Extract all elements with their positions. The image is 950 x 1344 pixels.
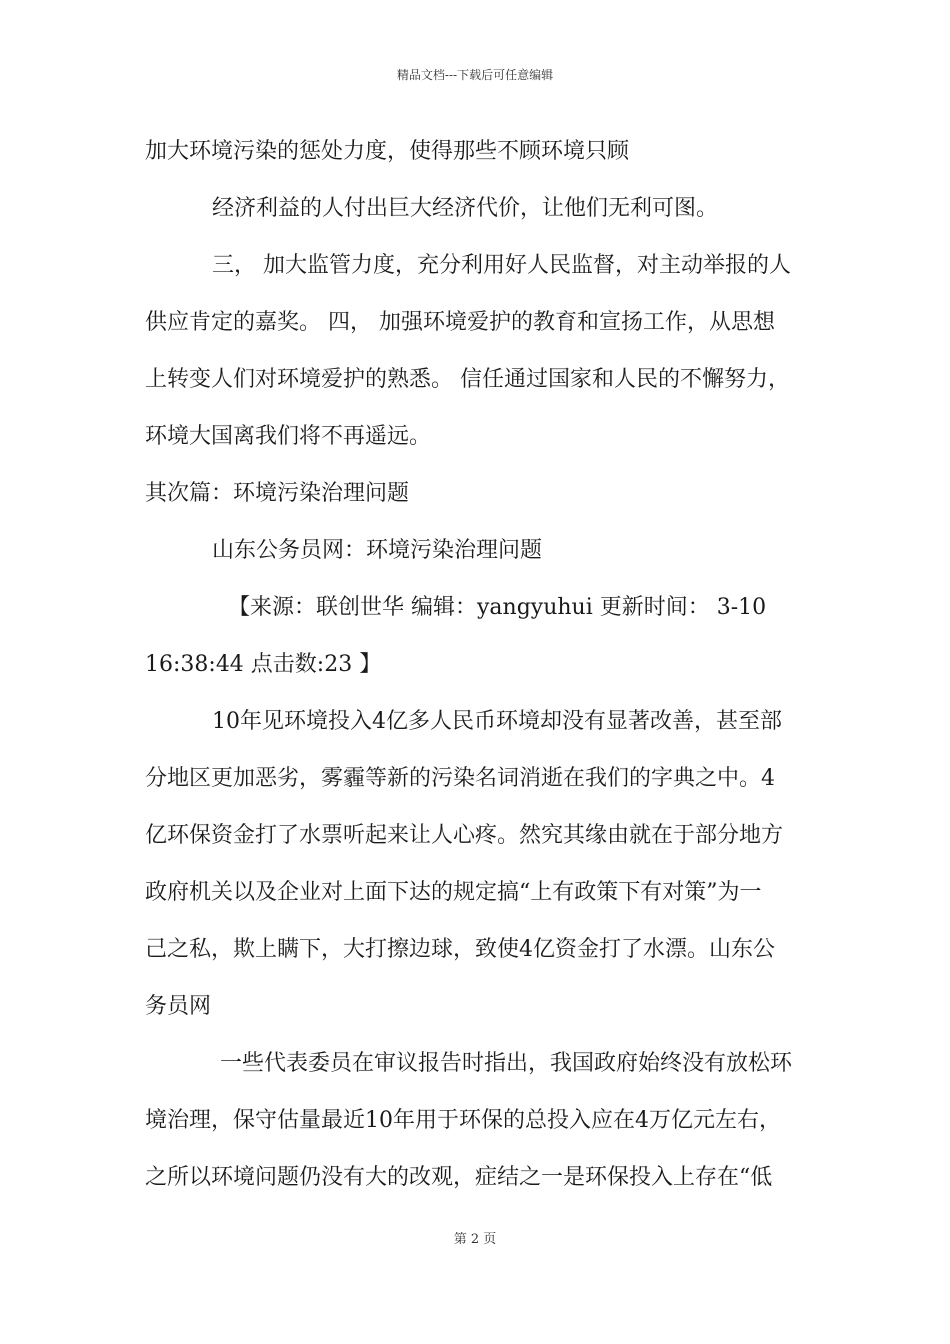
body-line-12: 务员网 (145, 994, 212, 1019)
body-line-2: 经济利益的人付出巨大经济代价，让他们无利可图。 (212, 196, 719, 221)
body-line-10: 政府机关以及企业对上面下达的规定搞“上有政策下有对策”为一 (145, 880, 762, 905)
body-line-15: 之所以环境问题仍没有大的改观，症结之一是环保投入上存在“低 (145, 1165, 773, 1190)
page-number: 第 2 页 (453, 1232, 497, 1247)
body-line-14: 境治理，保守估量最近10年用于环保的总投入应在4万亿元左右， (145, 1108, 781, 1133)
body-line-9: 亿环保资金打了水票听起来让人心疼。然究其缘由就在于部分地方 (145, 823, 784, 848)
body-line-7: 10年见环境投入4亿多人民币环境却没有显著改善，甚至部 (212, 709, 782, 734)
page-header: 精品文档---下载后可任意编辑 (396, 68, 554, 82)
body-line-8: 分地区更加恶劣，雾霾等新的污染名词消逝在我们的字典之中。4 (145, 766, 775, 791)
article-title: 山东公务员网：环境污染治理问题 (212, 538, 543, 563)
body-line-13: 一些代表委员在审议报告时指出，我国政府始终没有放松环 (220, 1051, 793, 1076)
body-line-4: 供应肯定的嘉奖。 四， 加强环境爱护的教育和宣扬工作，从思想 (145, 310, 775, 335)
article-meta-1: 【来源：联创世华 编辑：yangyuhui 更新时间： 3-10 (228, 595, 767, 620)
body-line-6: 环境大国离我们将不再遥远。 (145, 424, 432, 449)
body-line-1: 加大环境污染的惩处力度，使得那些不顾环境只顾 (145, 139, 630, 164)
article-meta-2: 16:38:44 点击数:23 】 (145, 652, 382, 677)
body-line-5: 上转变人们对环境爱护的熟悉。 信任通过国家和人民的不懈努力， (145, 367, 790, 392)
body-line-11: 己之私，欺上瞒下，大打擦边球，致使4亿资金打了水漂。山东公 (145, 937, 775, 962)
body-line-3: 三， 加大监管力度，充分利用好人民监督，对主动举报的人 (212, 253, 791, 278)
section-title: 其次篇：环境污染治理问题 (145, 481, 410, 506)
